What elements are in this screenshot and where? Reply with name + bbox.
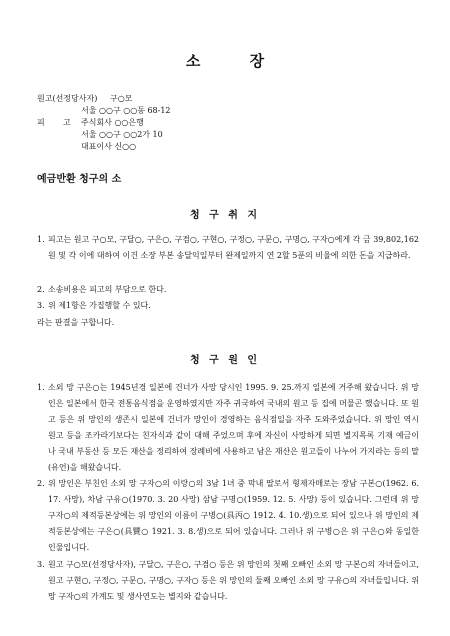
purpose-item xyxy=(37,232,419,264)
plaintiff-name: 구○모 xyxy=(110,94,133,103)
purpose-item xyxy=(37,282,419,298)
defendant-role-char-2: 고 xyxy=(63,118,71,127)
purpose-item-text: 피고는 원고 구○모, 구달○, 구은○, 구겸○, 구현○, 구정○, 구문○, 구명○, 구자○에게 각 금 39,802,162원 및 각 이에 대하여 이건 소장 부본 송달익일부터 완제일까지 연 2할 5푼의 비율에 의한 돈을 지급하라. xyxy=(48,235,419,260)
defendant-name: 주식회사 ○○은행 xyxy=(81,118,144,127)
purpose-item-text: 위 제1항은 가집행할 수 있다. xyxy=(48,301,151,310)
cause-item xyxy=(37,380,419,476)
cause-item-text: 소외 망 구은○는 1945년경 일본에 건너가 사망 당시인 1995. 9. 25.까지 일본에 거주해 왔습니다. 위 망인은 일본에서 한국 전통음식점을 운영하였지만 자주 귀국하여 국내의 원고 등 집에 머물곤 했습니다. 또 원고 등은 위 망인의 생존시 일본에 건너가 망인이 경영하는 음식점일을 자주 도와주었습니다. 위 망인 역시 원고 등을 조카라기보다는 친자식과 같이 대해 주었으며 후에 자신이 사망하게 되면 별지목록 기재 예금이나 국내 부동산 등 모든 재산을 정리하여 장례비에 사용하고 남은 재산은 원고들이 나누어 가지라는 등의 말(유언)을 해왔습니다. xyxy=(48,383,419,472)
purpose-item-number: 3. xyxy=(37,301,45,310)
cause-item xyxy=(37,476,419,556)
cause-heading: 청 구 원 인 xyxy=(189,355,261,366)
cause-item-number: 3. xyxy=(37,560,45,569)
claim-title: 예금반환 청구의 소 xyxy=(37,174,122,185)
purpose-heading: 청 구 취 지 xyxy=(189,210,261,221)
cause-item-number: 1. xyxy=(37,383,45,392)
document-title: 소 장 xyxy=(185,52,287,70)
cause-item-number: 2. xyxy=(37,479,45,488)
defendant-role-char-1: 피 xyxy=(37,118,45,127)
purpose-item-text: 소송비용은 피고의 부담으로 한다. xyxy=(48,285,167,294)
purpose-item xyxy=(37,298,419,314)
purpose-item-number: 2. xyxy=(37,285,45,294)
cause-item xyxy=(37,557,419,605)
defendant-address: 서울 ○○구 ○○2가 10 xyxy=(81,130,163,139)
plaintiff-address: 서울 ○○구 ○○동 68-12 xyxy=(81,106,171,115)
cause-item-text: 원고 구○모(선정당사자), 구달○, 구은○, 구겸○ 등은 위 망인의 첫째 오빠인 소외 망 구본○의 자녀들이고, 원고 구현○, 구정○, 구문○, 구명○, 구자○ 등은 위 망인의 둘째 오빠인 소외 망 구유○의 자녀들입니다. 위 망 구자○의 가계도 및 생사연도는 별지와 같습니다. xyxy=(48,560,419,601)
purpose-item-number: 1. xyxy=(37,235,45,244)
defendant-representative: 대표이사 신○○ xyxy=(81,142,137,151)
purpose-closing: 라는 판결을 구합니다. xyxy=(37,318,115,327)
cause-item-text: 위 망인은 부친인 소외 망 구자○의 이랑○의 3남 1녀 중 막내 딸로서 형제자매로는 장남 구본○(1962. 6. 17. 사망), 차남 구유○(1970. 3. 20 사망) 삼남 구명○(1959. 12. 5. 사망) 등이 있습니다. 그런데 위 망 구자○의 제적등본상에는 위 망인의 이름이 구병○(具丙○ 1912. 4. 10.생)으로 되어 있으나 위 망인의 제적등본상에는 구은○(具贒○ 1921. 3. 8.생)으로 되어 있습니다. 그러나 위 구병○은 위 구은○와 동일한 인물입니다. xyxy=(48,479,419,552)
plaintiff-role: 원고(선정당사자) xyxy=(37,94,98,103)
